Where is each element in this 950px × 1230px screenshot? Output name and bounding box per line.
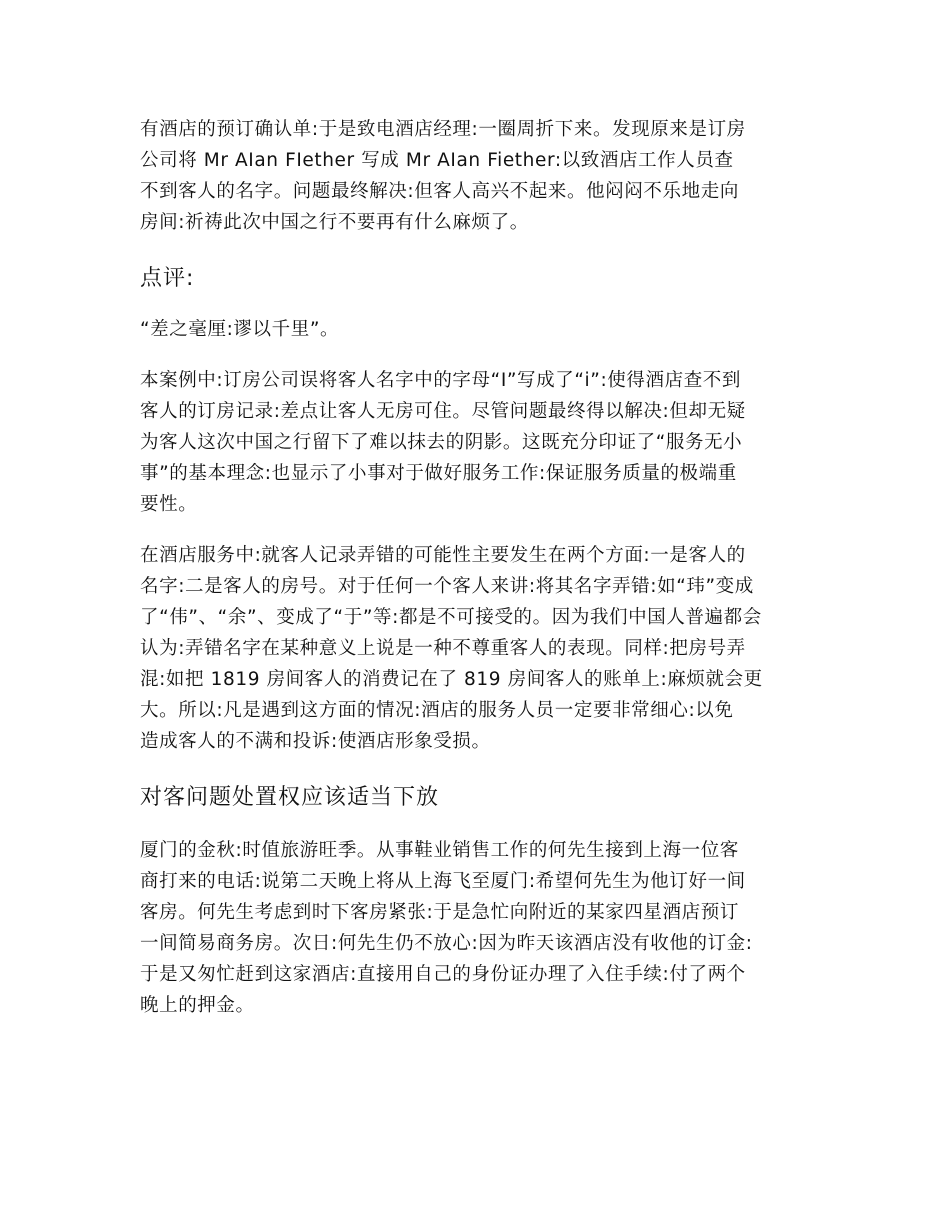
text-line: 客人的订房记录:差点让客人无房可住。尽管问题最终得以解决:但却无疑 (140, 401, 746, 422)
text-line: 本案例中:订房公司误将客人名字中的字母“I”写成了“i”:使得酒店查不到 (140, 370, 742, 391)
text-line: “差之毫厘:谬以千里”。 (140, 319, 340, 340)
text-line: 房间:祈祷此次中国之行不要再有什么麻烦了。 (140, 212, 529, 233)
text-line: 有酒店的预订确认单:于是致电酒店经理:一圈周折下来。发现原来是订房 (140, 119, 746, 140)
text-line: 混:如把 1819 房间客人的消费记在了 819 房间客人的账单上:麻烦就会更 (140, 669, 763, 690)
text-line: 为客人这次中国之行留下了难以抹去的阴影。这既充分印证了“服务无小 (140, 432, 743, 453)
paragraph-quote (140, 314, 820, 345)
text-line: 公司将 Mr AIan FIether 写成 Mr AIan Fiether:以致酒店工作人员查 (140, 150, 734, 171)
text-line: 大。所以:凡是遇到这方面的情况:酒店的服务人员一定要非常细心:以免 (140, 700, 734, 721)
text-line: 事”的基本理念:也显示了小事对于做好服务工作:保证服务质量的极端重 (140, 463, 737, 484)
paragraph-case (140, 365, 820, 520)
text-line: 晚上的押金。 (140, 995, 255, 1016)
paragraph-story (140, 835, 820, 1021)
heading-section: 对客问题处置权应该适当下放 (140, 785, 440, 810)
text-line: 了“伟”、“余”、变成了“于”等:都是不可接受的。因为我们中国人普遍都会 (140, 607, 762, 628)
text-line: 厦门的金秋:时值旅游旺季。从事鞋业销售工作的何先生接到上海一位客 (140, 840, 739, 861)
text-line: 商打来的电话:说第二天晚上将从上海飞至厦门:希望何先生为他订好一间 (140, 871, 746, 892)
text-line: 认为:弄错名字在某种意义上说是一种不尊重客人的表现。同样:把房号弄 (140, 638, 746, 659)
document-page (140, 114, 820, 1021)
text-line: 要性。 (140, 494, 198, 515)
text-line: 在酒店服务中:就客人记录弄错的可能性主要发生在两个方面:一是客人的 (140, 545, 746, 566)
paragraph-service (140, 540, 820, 757)
text-line: 名字:二是客人的房号。对于任何一个客人来讲:将其名字弄错:如“玮”变成 (140, 576, 754, 597)
text-line: 客房。何先生考虑到时下客房紧张:于是急忙向附近的某家四星酒店预订 (140, 902, 739, 923)
paragraph-intro (140, 114, 820, 238)
text-line: 一间简易商务房。次日:何先生仍不放心:因为昨天该酒店没有收他的订金: (140, 933, 753, 954)
text-line: 不到客人的名字。问题最终解决:但客人高兴不起来。他闷闷不乐地走向 (140, 181, 739, 202)
heading-review: 点评: (140, 266, 195, 291)
text-line: 于是又匆忙赶到这家酒店:直接用自己的身份证办理了入住手续:付了两个 (140, 964, 746, 985)
text-line: 造成客人的不满和投诉:使酒店形象受损。 (140, 731, 491, 752)
